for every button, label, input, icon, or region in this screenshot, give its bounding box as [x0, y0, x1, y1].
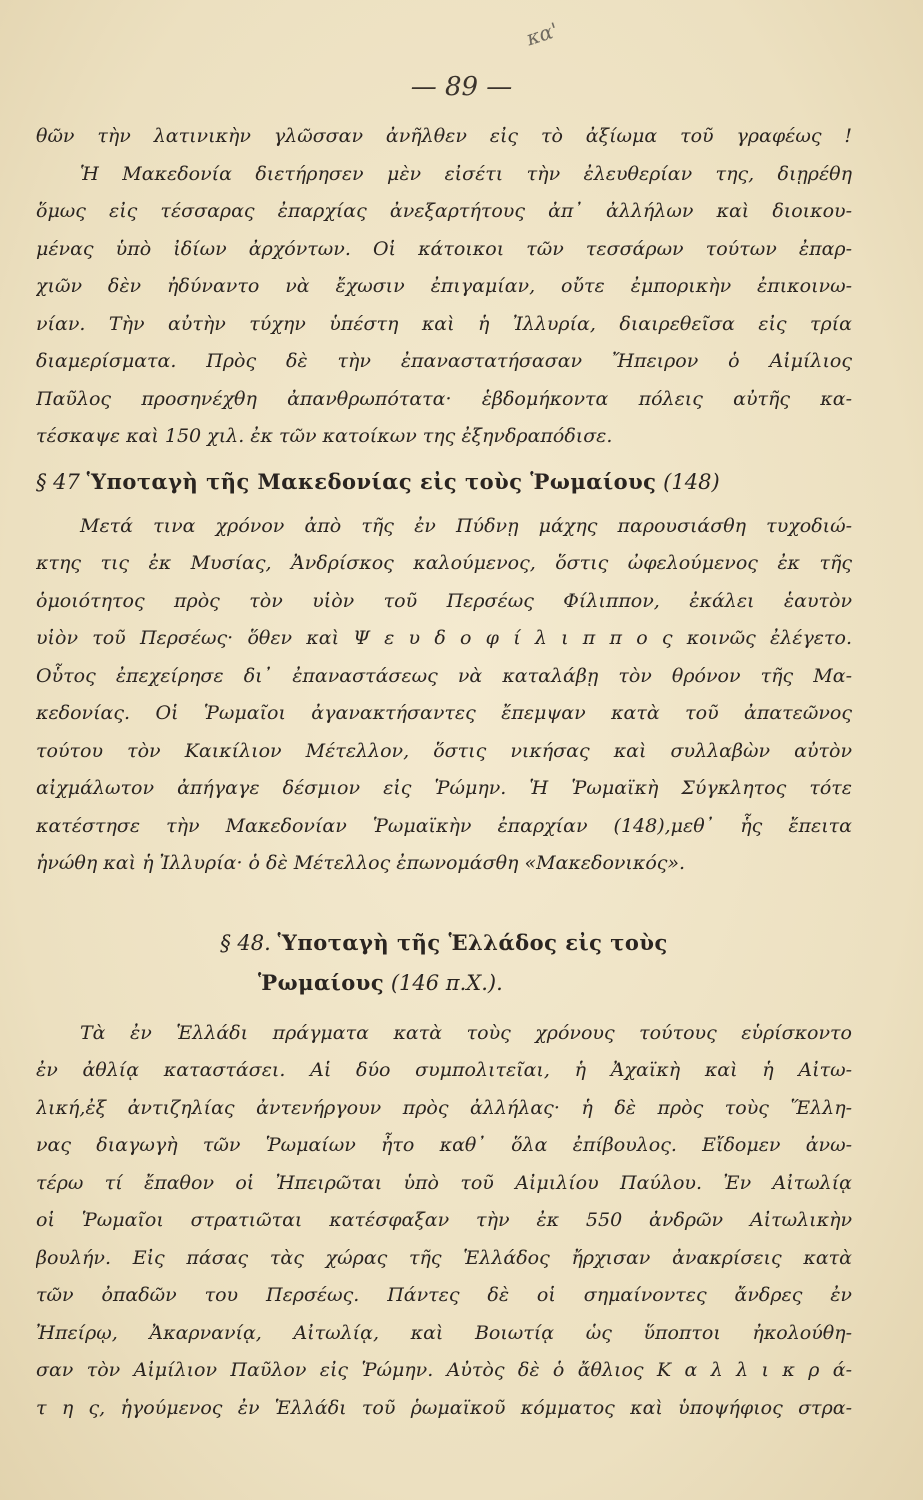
paragraph-3 [36, 1015, 852, 1428]
text-line: τ η ς, ἡγούμενος ἐν Ἑλλάδι τοῦ ῥωμαϊκοῦ κόμματος καὶ ὑποψήφιος στρα- [36, 1396, 852, 1419]
text-line: Μετά τινα χρόνον ἀπὸ τῆς ἐν Πύδνῃ μάχης παρουσιάσθη τυχοδιώ- [80, 514, 852, 537]
section-year: (148) [663, 469, 720, 494]
text-line: αἰχμάλωτον ἀπήγαγε δέσμιον εἰς Ῥώμην. Ἡ Ῥωμαϊκὴ Σύγκλητος τότε [36, 777, 852, 799]
paragraph-1 [36, 118, 852, 456]
section-number: § 48. [220, 930, 271, 955]
section-year: (146 π.Χ.). [390, 970, 503, 995]
text-line: υἱὸν τοῦ Περσέως· ὅθεν καὶ Ψ ε υ δ ο φ ί λ ι π π ο ς κοινῶς ἐλέγετο. [36, 627, 852, 649]
text-line: Οὗτος ἐπεχείρησε δι᾽ ἐπαναστάσεως νὰ καταλάβῃ τὸν θρόνον τῆς Μα- [36, 664, 852, 687]
section-48-heading-continued [36, 963, 852, 1003]
text-line: ὅμως εἰς τέσσαρας ἐπαρχίας ἀνεξαρτήτους ἀπ᾽ ἀλλήλων καὶ διοικου- [36, 200, 852, 222]
text-line: Ἡ Μακεδονία διετήρησεν μὲν εἰσέτι τὴν ἐλευθερίαν της, διῃρέθη [80, 162, 852, 185]
text-line: ἡνώθη καὶ ἡ Ἰλλυρία· ὁ δὲ Μέτελλος ἐπωνομάσθη «Μακεδονικός». [36, 852, 686, 874]
section-number: § 47 [36, 469, 80, 494]
text-line: ὁμοιότητος πρὸς τὸν υἱὸν τοῦ Περσέως Φίλιππον, ἐκάλει ἑαυτὸν [36, 589, 852, 612]
text-line: λική,ἐξ ἀντιζηλίας ἀντενήργουν πρὸς ἀλλήλας· ἡ δὲ πρὸς τοὺς Ἕλλη- [36, 1096, 852, 1119]
text-line: Παῦλος προσηνέχθη ἀπανθρωπότατα· ἑβδομήκοντα πόλεις αὐτῆς κα- [36, 387, 852, 410]
text-line: σαν τὸν Αἰμίλιον Παῦλον εἰς Ῥώμην. Αὐτὸς δὲ ὁ ἄθλιος Κ α λ λ ι κ ρ ά- [36, 1359, 852, 1381]
text-line: Ἠπείρῳ, Ἀκαρνανίᾳ, Αἰτωλίᾳ, καὶ Βοιωτίᾳ ὡς ὕποπτοι ἠκολούθη- [36, 1321, 852, 1344]
text-line: διαμερίσματα. Πρὸς δὲ τὴν ἐπαναστατήσασαν Ἤπειρον ὁ Αἰμίλιος [36, 350, 852, 372]
text-line: θῶν τὴν λατινικὴν γλῶσσαν ἀνῆλθεν εἰς τὸ ἀξίωμα τοῦ γραφέως ! [36, 125, 852, 147]
text-line: κεδονίας. Οἱ Ῥωμαῖοι ἀγανακτήσαντες ἔπεμψαν κατὰ τοῦ ἀπατεῶνος [36, 702, 852, 724]
page-number: — 89 — [410, 72, 513, 102]
text-line: κατέστησε τὴν Μακεδονίαν Ῥωμαϊκὴν ἐπαρχίαν (148),μεθ᾽ ἧς ἔπειτα [36, 814, 852, 837]
text-line: νας διαγωγὴ τῶν Ῥωμαίων ἦτο καθ᾽ ὅλα ἐπίβουλος. Εἴδομεν ἀνω- [36, 1134, 852, 1156]
text-line: ἐν ἀθλίᾳ καταστάσει. Αἱ δύο συμπολιτεῖαι, ἡ Ἀχαϊκὴ καὶ ἡ Αἰτω- [36, 1059, 852, 1081]
text-line: μένας ὑπὸ ἰδίων ἀρχόντων. Οἱ κάτοικοι τῶν τεσσάρων τούτων ἐπαρ- [36, 237, 852, 260]
text-line: τῶν ὀπαδῶν του Περσέως. Πάντες δὲ οἱ σημαίνοντες ἄνδρες ἐν [36, 1284, 852, 1306]
margin-note: κα' [523, 17, 562, 51]
text-line: χιῶν δὲν ἠδύναντο νὰ ἔχωσιν ἐπιγαμίαν, οὔτε ἐμπορικὴν ἐπικοινω- [36, 275, 852, 297]
text-line: νίαν. Τὴν αὐτὴν τύχην ὑπέστη καὶ ἡ Ἰλλυρία, διαιρεθεῖσα εἰς τρία [36, 312, 852, 335]
section-title: Ὑποταγὴ τῆς Μακεδονίας εἰς τοὺς Ῥωμαίους [86, 468, 657, 494]
text-line: τούτου τὸν Καικίλιον Μέτελλον, ὅστις νικήσας καὶ συλλαβὼν αὐτὸν [36, 739, 852, 762]
text-line: Τὰ ἐν Ἑλλάδι πράγματα κατὰ τοὺς χρόνους τούτους εὑρίσκοντο [80, 1021, 852, 1044]
text-line: τέρω τί ἔπαθον οἱ Ἠπειρῶται ὑπὸ τοῦ Αἰμιλίου Παύλου. Ἐν Αἰτωλίᾳ [36, 1171, 852, 1194]
text-line: τέσκαψε καὶ 150 χιλ. ἐκ τῶν κατοίκων της ἐξηνδραπόδισε. [36, 425, 613, 447]
page-text [36, 118, 852, 1427]
text-line: οἱ Ῥωμαῖοι στρατιῶται κατέσφαξαν τὴν ἐκ 550 ἀνδρῶν Αἰτωλικὴν [36, 1209, 852, 1231]
section-48-heading [36, 923, 852, 963]
text-line: βουλήν. Εἰς πάσας τὰς χώρας τῆς Ἑλλάδος ἤρχισαν ἀνακρίσεις κατὰ [36, 1246, 852, 1269]
text-line: κτης τις ἐκ Μυσίας, Ἀνδρίσκος καλούμενος, ὅστις ὠφελούμενος ἐκ τῆς [36, 552, 852, 574]
section-title: Ῥωμαίους [258, 969, 385, 995]
paragraph-2 [36, 508, 852, 883]
section-47-heading [36, 462, 852, 502]
section-title: Ὑποταγὴ τῆς Ἑλλάδος εἰς τοὺς [277, 929, 668, 955]
